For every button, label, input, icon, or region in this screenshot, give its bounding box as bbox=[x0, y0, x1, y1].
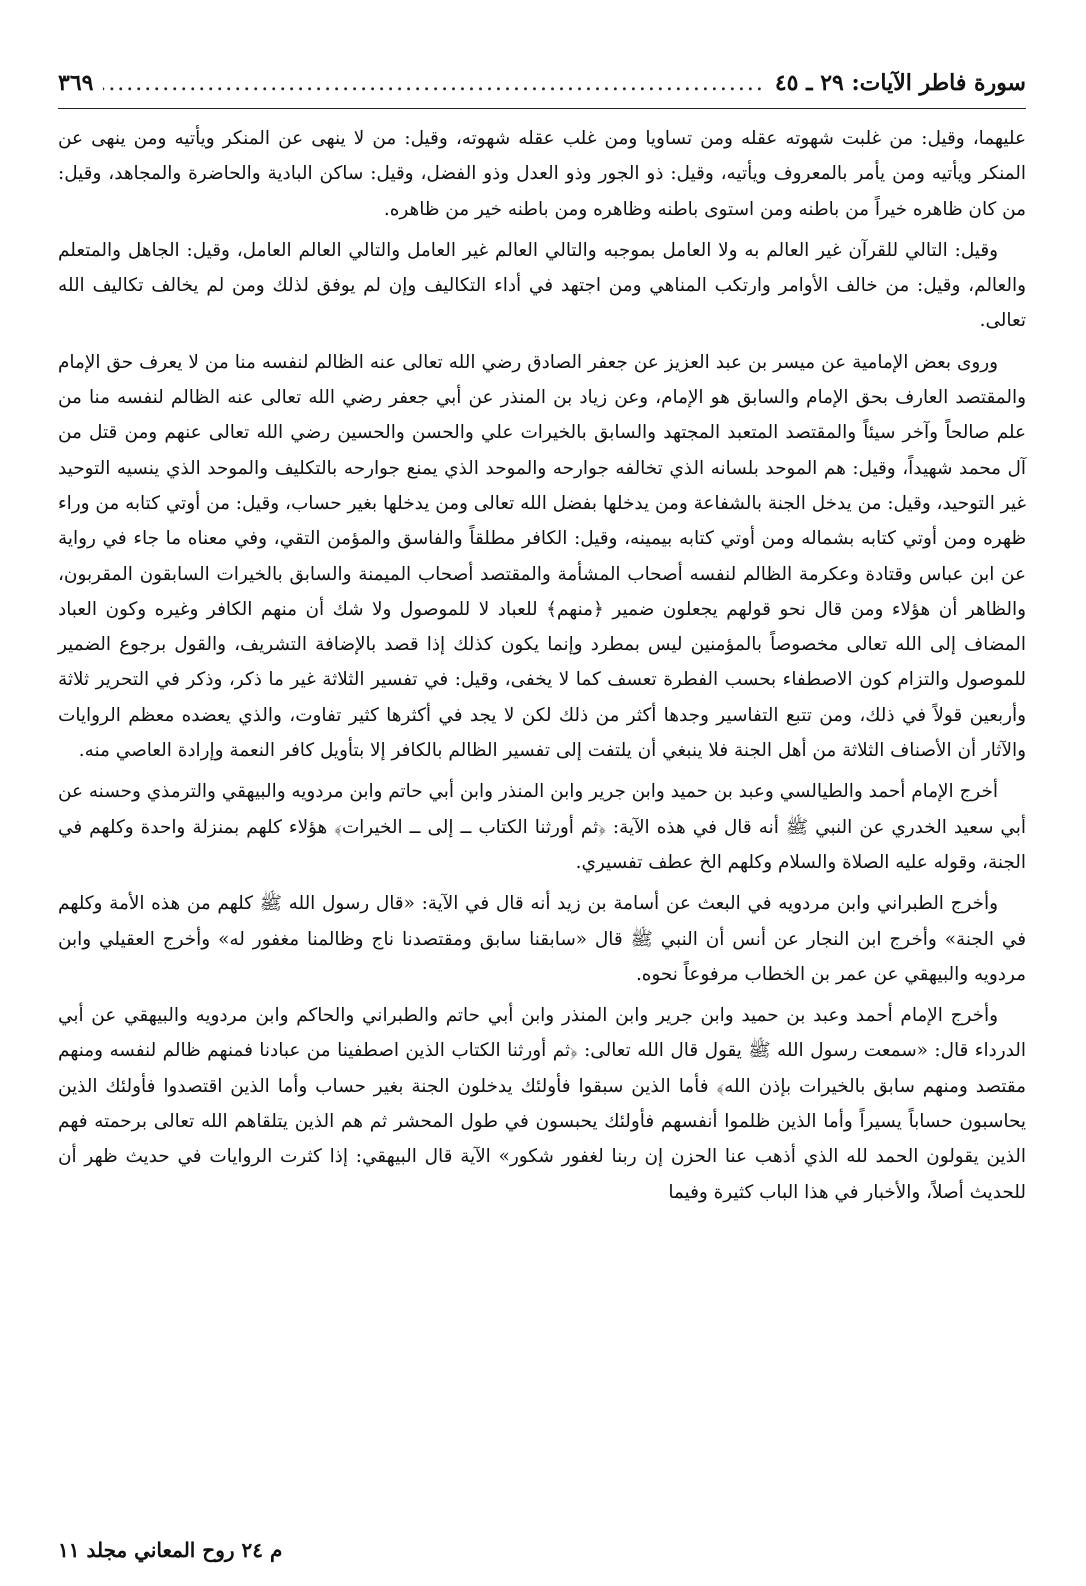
paragraph: أخرج الإمام أحمد والطيالسي وعبد بن حميد وابن جرير وابن المنذر وابن أبي حاتم وابن مردويه والبيهقي والترمذي وحسنه عن أبي سعيد الخدري عن النبي ﷺ أنه قال في هذه الآية: ﴿ثم أورثنا الكتاب ــ إلى ــ الخيرات﴾ هؤلاء كلهم بمنزلة واحدة وكلهم في الجنة، وقوله عليه الصلاة والسلام وكلهم الخ عطف تفسيري. bbox=[58, 781, 1026, 873]
running-head-title: سورة فاطر الآيات: ٢٩ ـ ٤٥ bbox=[774, 70, 1026, 96]
paragraph: وقيل: التالي للقرآن غير العالم به ولا العامل بموجبه والتالي العالم غير العامل والتالي العالم العامل، وقيل: الجاهل والمتعلم والعالم، وقيل: من خالف الأوامر وارتكب المناهي ومن اجتهد في أداء التكاليف وإن لم يوفق لذلك ومن لم يخالف تكاليف الله تعالى. bbox=[58, 239, 1026, 332]
paragraph: وأخرج الطبراني وابن مردويه في البعث عن أسامة بن زيد أنه قال في الآية: «قال رسول الله ﷺ كلهم من هذه الأمة وكلهم في الجنة» وأخرج ابن النجار عن أنس أن النبي ﷺ قال «سابقنا سابق ومقتصدنا ناج وظالمنا مغفور له» وأخرج العقيلي وابن مردويه والبيهقي عن عمر بن الخطاب مرفوعاً نحوه. bbox=[58, 893, 1026, 985]
page-number: ٣٦٩ bbox=[58, 70, 94, 96]
paragraph: وأخرج الإمام أحمد وعبد بن حميد وابن جرير وابن المنذر وابن أبي حاتم والطبراني والحاكم وابن مردويه والبيهقي عن أبي الدرداء قال: «سمعت رسول الله ﷺ يقول قال الله تعالى: ﴿ثم أورثنا الكتاب الذين اصطفينا من عبادنا فمنهم ظالم لنفسه ومنهم مقتصد ومنهم سابق بالخيرات بإذن الله﴾ فأما الذين سبقوا فأولئك يدخلون الجنة بغير حساب وأما الذين اقتصدوا فأولئك الذين يحاسبون حساباً يسيراً وأما الذين ظلموا أنفسهم فأولئك يحبسون في طول المحشر ثم هم الذين يتلقاهم الله تعالى برحمته فهم الذين يقولون الحمد لله الذي أذهب عنا الحزن إن ربنا لغفور شكور» الآية قال البيهقي: إذا كثرت الروايات في حديث ظهر أن للحديث أصلاً، والأخبار في هذا الباب كثيرة وفيما bbox=[58, 1005, 1026, 1203]
running-head bbox=[58, 70, 1026, 109]
body-text bbox=[58, 121, 1026, 1210]
leader-dots bbox=[103, 71, 764, 96]
paragraph: وروى بعض الإمامية عن ميسر بن عبد العزيز عن جعفر الصادق رضي الله تعالى عنه الظالم لنفسه منا من لا يعرف حق الإمام والمقتصد العارف بحق الإمام والسابق هو الإمام، وعن زياد بن المنذر عن أبي جعفر رضي الله تعالى عنه الظالم لنفسه منا من علم صالحاً وآخر سيئاً والمقتصد المتعبد المجتهد والسابق بالخيرات علي والحسن والحسين رضي الله تعالى عنهم ومن قتل من آل محمد شهيداً، وقيل: هم الموحد بلسانه الذي تخالفه جوارحه والموحد الذي يمنع جوارحه بالتكليف والموحد الذي ينسيه التوحيد غير التوحيد، وقيل: من يدخل الجنة بالشفاعة ومن يدخلها بفضل الله تعالى ومن يدخلها بغير حساب، وقيل: من أوتي كتابه من وراء ظهره ومن أوتي كتابه بشماله ومن أوتي كتابه بيمينه، وقيل: الكافر مطلقاً والفاسق والمؤمن التقي، وفي معناه ما جاء في رواية عن ابن عباس وقتادة وعكرمة الظالم لنفسه أصحاب المشأمة والمقتصد أصحاب الميمنة والسابق بالخيرات السابقون المقربون، والظاهر أن هؤلاء ومن قال نحو قولهم يجعلون ضمير ﴿منهم﴾ للعباد لا للموصول ولا شك أن منهم الكافر وغيره وكون العباد المضاف إلى الله تعالى مخصوصاً بالمؤمنين ليس بمطرد وإنما يكون كذلك إذا قصد بالإضافة التشريف، والقول برجوع الضمير للموصول والتزام كون الاصطفاء بحسب الفطرة تعسف كما لا يخفى، وقيل: في تفسير الثلاثة غير ما ذكر، وذكر في التحرير ثلاثة وأربعين قولاً في ذلك، ومن تتبع التفاسير وجدها أكثر من ذلك لكن لا يجد في أكثرها كثير تفاوت، والذي يعضده معظم الروايات والآثار أن الأصناف الثلاثة من أهل الجنة فلا ينبغي أن يلتفت إلى تفسير الظالم بالكافر إلا بتأويل كافر النعمة وإرادة العاصي منه. bbox=[58, 351, 1026, 762]
signature-mark: م ٢٤ روح المعاني مجلد ١١ bbox=[58, 1538, 283, 1562]
paragraph: عليهما، وقيل: من غلبت شهوته عقله ومن تساويا ومن غلب عقله شهوته، وقيل: من لا ينهى عن المنكر ويأتيه ومن ينهى عن المنكر ويأتيه ومن يأمر بالمعروف ويأتيه، وقيل: ذو الجور وذو العدل وذو الفضل، وقيل: ساكن البادية والحاضرة والمجاهد، وقيل: من كان ظاهره خيراً من باطنه ومن استوى باطنه وظاهره ومن باطنه خير من ظاهره. bbox=[58, 128, 1026, 220]
